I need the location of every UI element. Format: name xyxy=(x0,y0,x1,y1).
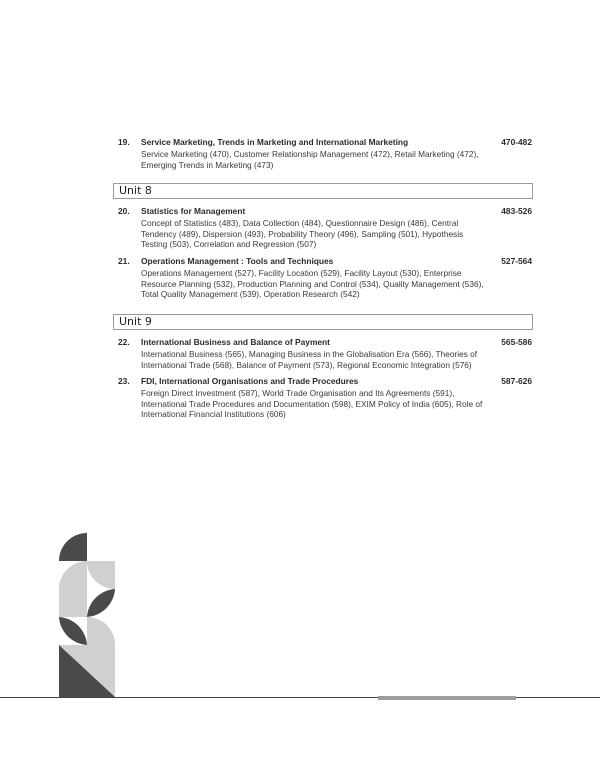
unit-label: Unit 8 xyxy=(119,184,152,197)
entry-number: 19. xyxy=(118,137,130,147)
entry-number: 21. xyxy=(118,256,130,266)
entry-pages: 565-586 xyxy=(501,337,532,347)
unit-label: Unit 9 xyxy=(119,315,152,328)
entry-number: 20. xyxy=(118,206,130,216)
entry-topics: Service Marketing (470), Customer Relationship Management (472), Retail Marketing (472), Emerging Trends in Marketing (473) xyxy=(141,149,479,170)
entry-title: Service Marketing, Trends in Marketing and International Marketing xyxy=(141,137,409,147)
dark-quarter-shape xyxy=(59,533,87,561)
light-arc-shape xyxy=(87,617,115,645)
entry-title: Statistics for Management xyxy=(141,206,246,216)
entry-title: FDI, International Organisations and Trade Procedures xyxy=(141,376,359,386)
dark-leaf-shape xyxy=(87,589,115,617)
footer-accent-bar xyxy=(378,696,516,700)
dark-leaf-shape-2 xyxy=(59,617,87,645)
entry-number: 23. xyxy=(118,376,130,386)
entry-topics: International Business (565), Managing Business in the Globalisation Era (566), Theories of International Trade (568), Balance of Payment (573), Regional Economic Integration (576) xyxy=(141,349,478,370)
entry-title: Operations Management : Tools and Techniques xyxy=(141,256,334,266)
entry-topics: Concept of Statistics (483), Data Collection (484), Questionnaire Design (486), Central Tendency (489), Dispersion (493), Probability Theory (496), Sampling (501), Hypothesis Testing (503), Correlation and Regression (507) xyxy=(141,218,464,250)
entry-pages: 527-564 xyxy=(501,256,532,266)
entry-pages: 483-526 xyxy=(501,206,532,216)
entry-topics: Operations Management (527), Facility Location (529), Facility Layout (530), Enterprise Resource Planning (532), Production Planning and Control (534), Quality Management (536), Total Quality Management (539), Operation Research (542) xyxy=(141,268,484,300)
entry-number: 22. xyxy=(118,337,130,347)
entry-topics: Foreign Direct Investment (587), World Trade Organisation and Its Agreements (591), International Trade Procedures and Documentation (598), EXIM Policy of India (605), Role of International Financial Institutions (606) xyxy=(141,388,483,420)
entry-pages: 587-626 xyxy=(501,376,532,386)
entry-pages: 470-482 xyxy=(501,137,532,147)
light-block-shape xyxy=(59,561,87,617)
entry-title: International Business and Balance of Payment xyxy=(141,337,330,347)
light-quarter-shape xyxy=(87,561,115,589)
